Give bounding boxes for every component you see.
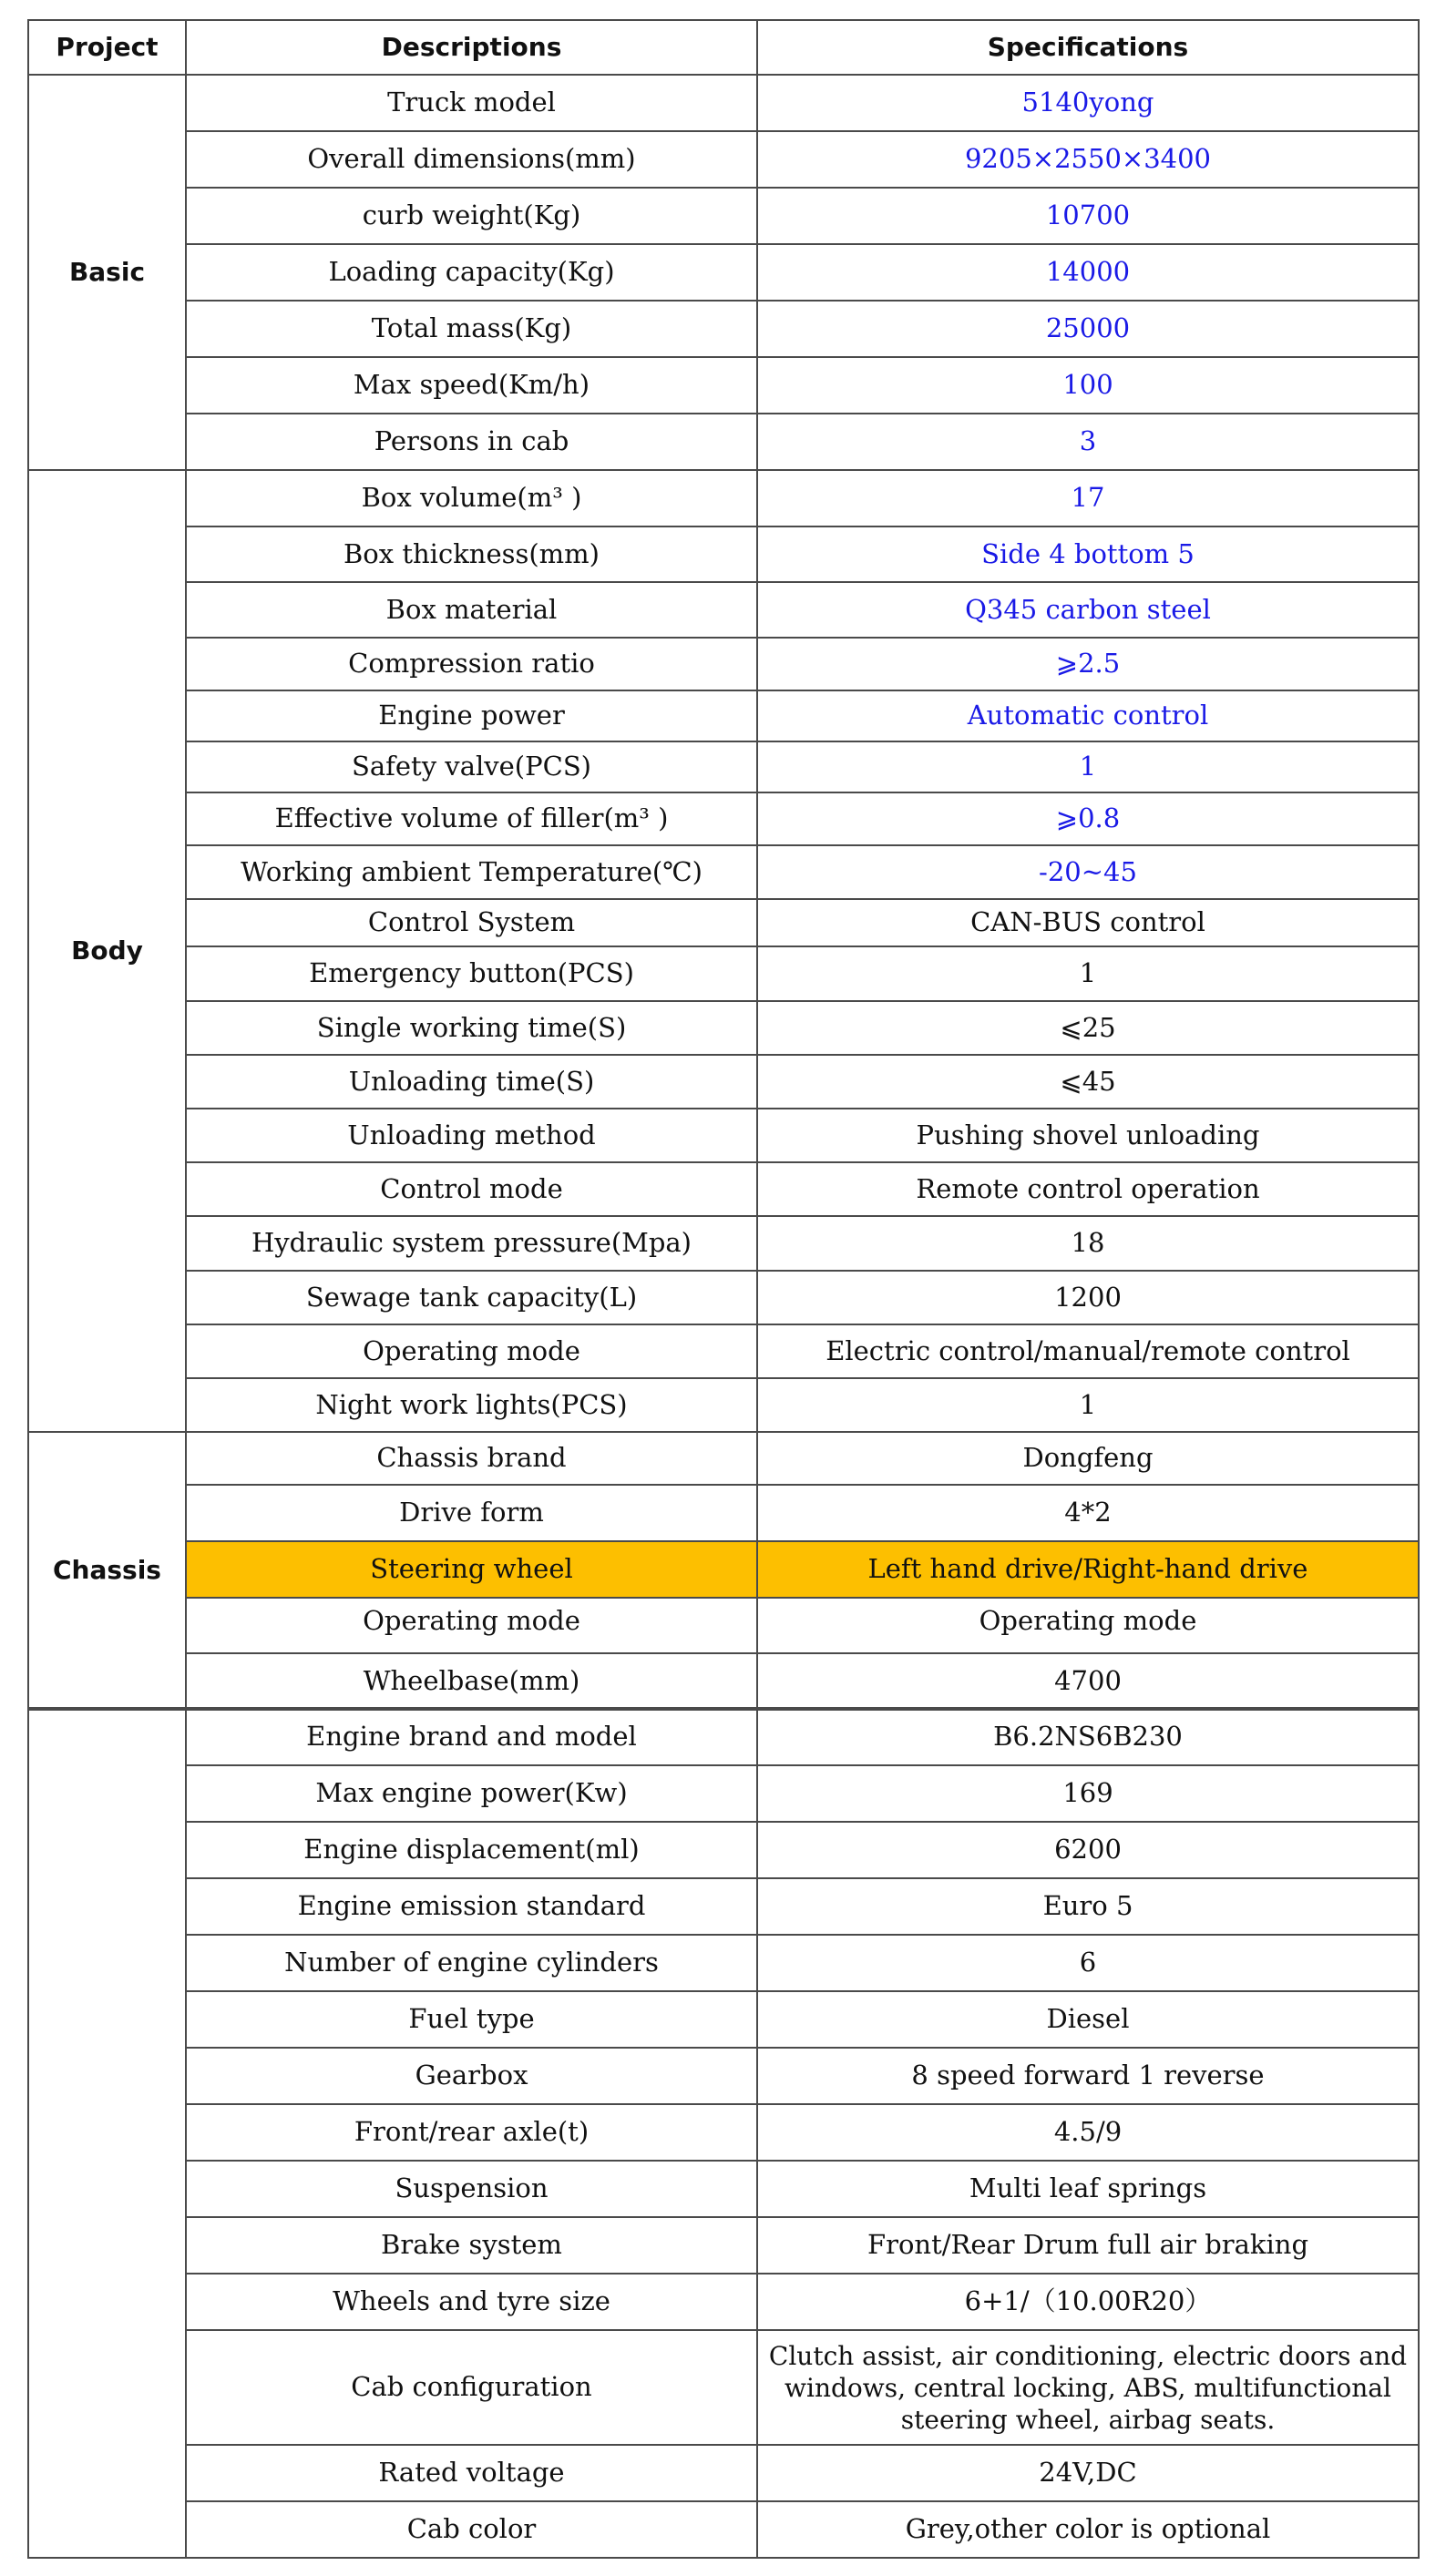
spec-cell: Euro 5 xyxy=(757,1878,1419,1935)
section-engine-blank xyxy=(28,1708,186,2558)
table-row xyxy=(28,470,1419,526)
section-body: Body xyxy=(28,470,186,1432)
description-cell: Drive form xyxy=(186,1485,757,1541)
spec-cell: CAN-BUS control xyxy=(757,899,1419,946)
spec-cell: 9205×2550×3400 xyxy=(757,131,1419,188)
spec-cell: 3 xyxy=(757,414,1419,470)
description-cell: Engine displacement(ml) xyxy=(186,1822,757,1878)
description-cell: Box thickness(mm) xyxy=(186,526,757,582)
section-chassis: Chassis xyxy=(28,1432,186,1710)
table-row xyxy=(28,2104,1419,2161)
description-cell: Brake system xyxy=(186,2217,757,2274)
spec-cell: 6 xyxy=(757,1935,1419,1991)
table-row xyxy=(28,1485,1419,1541)
spec-cell: Electric control/manual/remote control xyxy=(757,1324,1419,1378)
spec-cell: Multi leaf springs xyxy=(757,2161,1419,2217)
description-cell: Max speed(Km/h) xyxy=(186,357,757,414)
description-cell: Control mode xyxy=(186,1162,757,1216)
description-cell: Gearbox xyxy=(186,2048,757,2104)
description-cell: Fuel type xyxy=(186,1991,757,2048)
table-row xyxy=(28,526,1419,582)
table-row xyxy=(28,1324,1419,1378)
table-row xyxy=(28,1878,1419,1935)
header-row xyxy=(28,20,1419,75)
description-cell: Wheels and tyre size xyxy=(186,2274,757,2330)
table-row xyxy=(28,2330,1419,2445)
spec-cell: 1200 xyxy=(757,1271,1419,1324)
table-row xyxy=(28,1378,1419,1432)
spec-cell: Pushing shovel unloading xyxy=(757,1109,1419,1162)
spec-table-main xyxy=(27,19,1420,1711)
spec-cell: Front/Rear Drum full air braking xyxy=(757,2217,1419,2274)
spec-cell: 14000 xyxy=(757,244,1419,301)
description-cell: Unloading method xyxy=(186,1109,757,1162)
table-row xyxy=(28,1822,1419,1878)
description-cell: Cab configuration xyxy=(186,2330,757,2445)
spec-cell: 4.5/9 xyxy=(757,2104,1419,2161)
spec-cell: 1 xyxy=(757,946,1419,1001)
description-cell: Loading capacity(Kg) xyxy=(186,244,757,301)
spec-cell: Left hand drive/Right-hand drive xyxy=(757,1541,1419,1598)
spec-cell: ⩽25 xyxy=(757,1001,1419,1055)
description-cell: Night work lights(PCS) xyxy=(186,1378,757,1432)
table-row xyxy=(28,357,1419,414)
table-row xyxy=(28,1432,1419,1485)
table-row xyxy=(28,1598,1419,1653)
table-row xyxy=(28,792,1419,845)
spec-cell: 17 xyxy=(757,470,1419,526)
description-cell: Number of engine cylinders xyxy=(186,1935,757,1991)
description-cell: Control System xyxy=(186,899,757,946)
spec-cell: ⩾0.8 xyxy=(757,792,1419,845)
description-cell: Front/rear axle(t) xyxy=(186,2104,757,2161)
description-cell: Persons in cab xyxy=(186,414,757,470)
spec-cell: 1 xyxy=(757,1378,1419,1432)
description-cell: Truck model xyxy=(186,75,757,131)
description-cell: Single working time(S) xyxy=(186,1001,757,1055)
spec-cell: 6+1/（10.00R20） xyxy=(757,2274,1419,2330)
spec-cell: Operating mode xyxy=(757,1598,1419,1653)
table-row xyxy=(28,188,1419,244)
description-cell: Engine emission standard xyxy=(186,1878,757,1935)
header-project: Project xyxy=(28,20,186,75)
table-row xyxy=(28,845,1419,899)
spec-table-engine xyxy=(27,1707,1420,2559)
description-cell: Engine brand and model xyxy=(186,1708,757,1765)
table-row xyxy=(28,301,1419,357)
description-cell: Effective volume of filler(m³ ) xyxy=(186,792,757,845)
table-row xyxy=(28,1271,1419,1324)
description-cell: Working ambient Temperature(℃) xyxy=(186,845,757,899)
description-cell: Cab color xyxy=(186,2501,757,2558)
spec-cell: 4*2 xyxy=(757,1485,1419,1541)
table-row xyxy=(28,2217,1419,2274)
description-cell: Engine power xyxy=(186,690,757,741)
table-row xyxy=(28,1708,1419,1765)
spec-cell: Dongfeng xyxy=(757,1432,1419,1485)
description-cell: Compression ratio xyxy=(186,638,757,690)
spec-cell: ⩾2.5 xyxy=(757,638,1419,690)
table-row xyxy=(28,1935,1419,1991)
highlighted-row xyxy=(28,1541,1419,1598)
spec-cell: Remote control operation xyxy=(757,1162,1419,1216)
description-cell: Safety valve(PCS) xyxy=(186,741,757,792)
header-specifications: Specifications xyxy=(757,20,1419,75)
table-row xyxy=(28,1162,1419,1216)
description-cell: Total mass(Kg) xyxy=(186,301,757,357)
spec-cell: 1 xyxy=(757,741,1419,792)
table-row xyxy=(28,75,1419,131)
description-cell: Emergency button(PCS) xyxy=(186,946,757,1001)
spec-cell: 169 xyxy=(757,1765,1419,1822)
table-row xyxy=(28,638,1419,690)
spec-cell: 100 xyxy=(757,357,1419,414)
table-row xyxy=(28,1109,1419,1162)
spec-cell: ⩽45 xyxy=(757,1055,1419,1109)
spec-cell: Diesel xyxy=(757,1991,1419,2048)
table-row xyxy=(28,2445,1419,2501)
description-cell: Rated voltage xyxy=(186,2445,757,2501)
table-row xyxy=(28,1653,1419,1710)
table-row xyxy=(28,1991,1419,2048)
spec-cell: 6200 xyxy=(757,1822,1419,1878)
table-row xyxy=(28,1765,1419,1822)
description-cell: Unloading time(S) xyxy=(186,1055,757,1109)
description-cell: Suspension xyxy=(186,2161,757,2217)
table-row xyxy=(28,244,1419,301)
table-row xyxy=(28,946,1419,1001)
spec-cell: Grey,other color is optional xyxy=(757,2501,1419,2558)
description-cell: Box material xyxy=(186,582,757,638)
spec-cell: 10700 xyxy=(757,188,1419,244)
table-row xyxy=(28,2501,1419,2558)
header-descriptions: Descriptions xyxy=(186,20,757,75)
table-row xyxy=(28,899,1419,946)
table-row xyxy=(28,2161,1419,2217)
table-row xyxy=(28,1001,1419,1055)
spec-cell: Q345 carbon steel xyxy=(757,582,1419,638)
description-cell: Max engine power(Kw) xyxy=(186,1765,757,1822)
spec-cell: -20~45 xyxy=(757,845,1419,899)
description-cell: Box volume(m³ ) xyxy=(186,470,757,526)
table-row xyxy=(28,414,1419,470)
description-cell: Steering wheel xyxy=(186,1541,757,1598)
table-row xyxy=(28,131,1419,188)
spec-cell: 4700 xyxy=(757,1653,1419,1710)
description-cell: Operating mode xyxy=(186,1324,757,1378)
spec-cell: 25000 xyxy=(757,301,1419,357)
table-row xyxy=(28,741,1419,792)
spec-cell: Side 4 bottom 5 xyxy=(757,526,1419,582)
table-row xyxy=(28,582,1419,638)
table-row xyxy=(28,1216,1419,1271)
description-cell: Wheelbase(mm) xyxy=(186,1653,757,1710)
description-cell: Chassis brand xyxy=(186,1432,757,1485)
spec-cell: 5140yong xyxy=(757,75,1419,131)
spec-cell: Automatic control xyxy=(757,690,1419,741)
spec-cell: Clutch assist, air conditioning, electric doors and windows, central locking, ABS, multifunctional steering wheel, airbag seats. xyxy=(757,2330,1419,2445)
description-cell: Overall dimensions(mm) xyxy=(186,131,757,188)
spec-cell: 8 speed forward 1 reverse xyxy=(757,2048,1419,2104)
table-row xyxy=(28,2274,1419,2330)
table-row xyxy=(28,690,1419,741)
description-cell: curb weight(Kg) xyxy=(186,188,757,244)
spec-cell: B6.2NS6B230 xyxy=(757,1708,1419,1765)
table-row xyxy=(28,2048,1419,2104)
spec-cell: 18 xyxy=(757,1216,1419,1271)
description-cell: Hydraulic system pressure(Mpa) xyxy=(186,1216,757,1271)
spec-cell: 24V,DC xyxy=(757,2445,1419,2501)
description-cell: Sewage tank capacity(L) xyxy=(186,1271,757,1324)
section-basic: Basic xyxy=(28,75,186,470)
table-row xyxy=(28,1055,1419,1109)
description-cell: Operating mode xyxy=(186,1598,757,1653)
